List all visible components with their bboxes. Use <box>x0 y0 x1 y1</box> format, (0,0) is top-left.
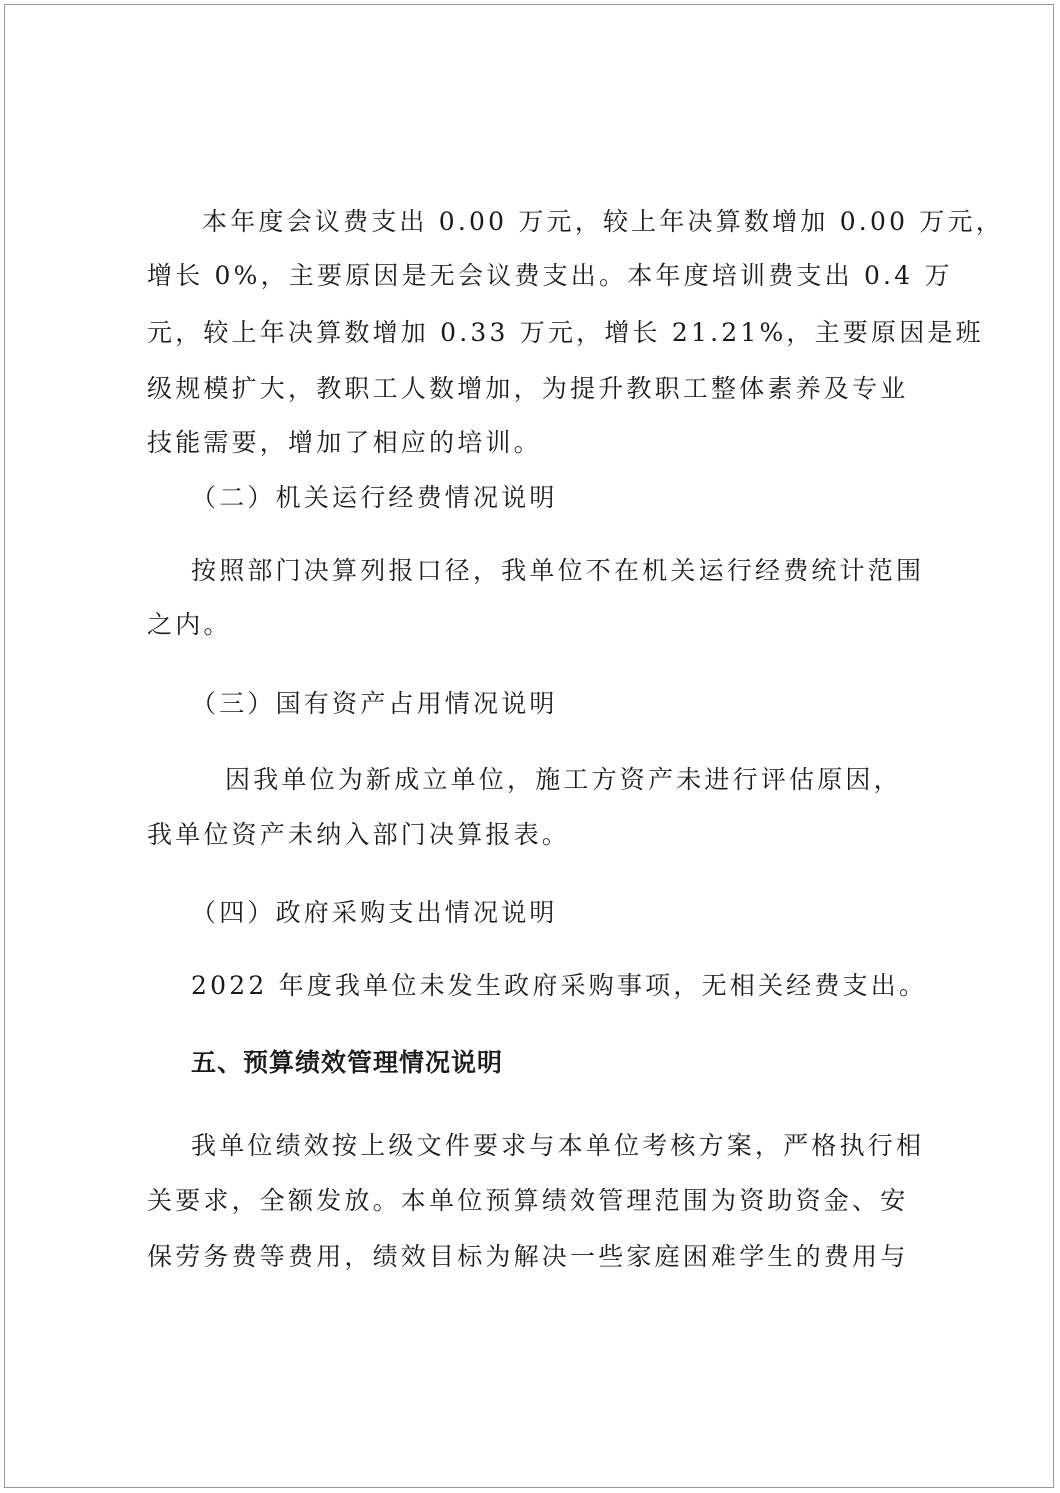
section-heading-operating-funds: （二）机关运行经费情况说明 <box>191 483 558 512</box>
paragraph-state-assets-line-1: 因我单位为新成立单位，施工方资产未进行评估原因， <box>225 765 902 794</box>
paragraph-operating-funds-line-1: 按照部门决算列报口径，我单位不在机关运行经费统计范围 <box>191 556 925 585</box>
paragraph-meeting-training-line-2: 增长 0%，主要原因是无会议费支出。本年度培训费支出 0.4 万 <box>147 261 953 290</box>
paragraph-state-assets-line-2: 我单位资产未纳入部门决算报表。 <box>147 820 571 849</box>
paragraph-performance-line-1: 我单位绩效按上级文件要求与本单位考核方案，严格执行相 <box>191 1131 925 1160</box>
section-heading-performance-management: 五、预算绩效管理情况说明 <box>191 1048 504 1077</box>
document-page <box>4 4 1054 1488</box>
paragraph-meeting-training-line-5: 技能需要，增加了相应的培训。 <box>147 428 542 457</box>
paragraph-operating-funds-line-2: 之内。 <box>147 610 232 639</box>
paragraph-performance-line-3: 保劳务费等费用，绩效目标为解决一些家庭困难学生的费用与 <box>147 1242 909 1271</box>
paragraph-meeting-training-line-4: 级规模扩大，教职工人数增加，为提升教职工整体素养及专业 <box>147 374 909 403</box>
paragraph-meeting-training-line-1: 本年度会议费支出 0.00 万元，较上年决算数增加 0.00 万元， <box>202 207 1004 236</box>
paragraph-performance-line-2: 关要求，全额发放。本单位预算绩效管理范围为资助资金、安 <box>147 1186 909 1215</box>
section-heading-procurement: （四）政府采购支出情况说明 <box>191 898 558 927</box>
section-heading-state-assets: （三）国有资产占用情况说明 <box>191 689 558 718</box>
paragraph-meeting-training-line-3: 元，较上年决算数增加 0.33 万元，增长 21.21%，主要原因是班 <box>147 318 984 347</box>
paragraph-procurement-line-1: 2022 年度我单位未发生政府采购事项，无相关经费支出。 <box>191 971 928 1000</box>
